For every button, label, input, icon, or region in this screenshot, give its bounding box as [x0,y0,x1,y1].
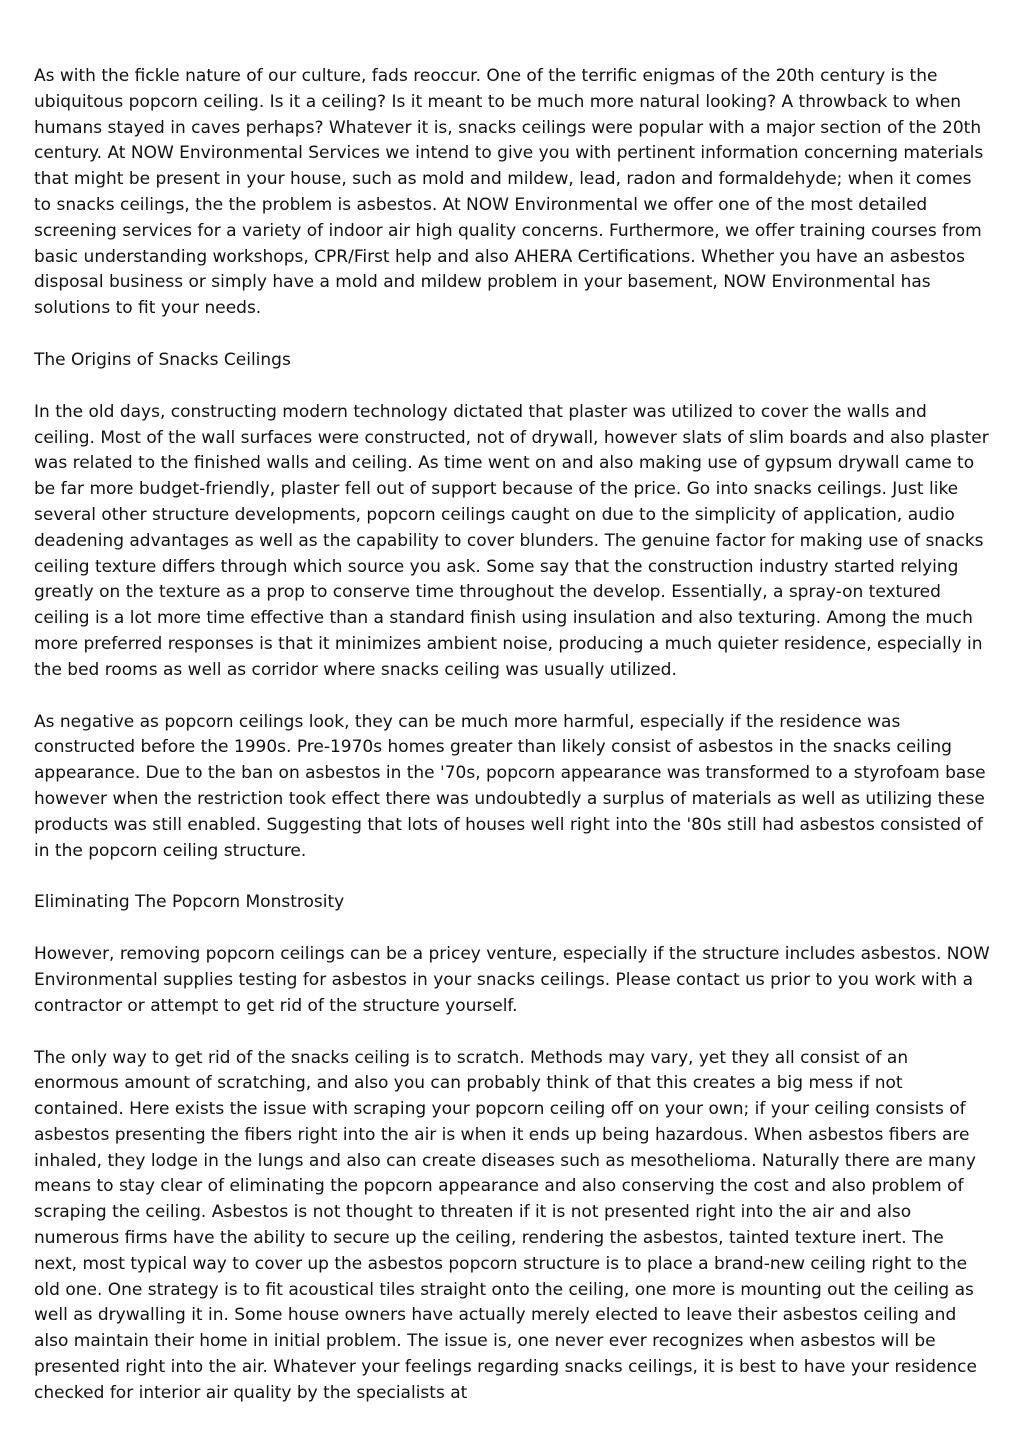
removal-cost-paragraph: However, removing popcorn ceilings can be a pricey venture, especially if the structure includes asbestos. NOW Environmental supplies testing for asbestos in your snacks ceilings. Please contact us prior to you work with a contractor or attempt to get rid of the structure yourself. [34,944,990,1016]
origins-paragraph: In the old days, constructing modern technology dictated that plaster was utilized to cover the walls and ceiling. Most of the wall surfaces were constructed, not of drywall, however slats of slim boards and also plaster was related to the finished walls and ceiling. As time went on and also making use of gypsum drywall came to be far more budget-friendly, plaster fell out of support because of the price. Go into snacks ceilings. Just like several other structure developments, popcorn ceilings caught on due to the simplicity of application, audio deadening advantages as well as the capability to cover blunders. The genuine factor for making use of snacks ceiling texture differs through which source you ask. Some say that the construction industry started relying greatly on the texture as a prop to conserve time throughout the develop. Essentially, a spray-on textured ceiling is a lot more time effective than a standard finish using insulation and also texturing. Among the much more preferred responses is that it minimizes ambient noise, producing a much quieter residence, especially in the bed rooms as well as corridor where snacks ceiling was usually utilized. [34,401,989,680]
section-heading-eliminating: Eliminating The Popcorn Monstrosity [34,892,345,913]
intro-paragraph: As with the fickle nature of our culture, fads reoccur. One of the terrific enigmas of the 20th century is the ubiquitous popcorn ceiling. Is it a ceiling? Is it meant to be much more natural looking? A throwback to when humans stayed in caves perhaps? Whatever it is, snacks ceilings were popular with a major section of the 20th century. At NOW Environmental Services we intend to give you with pertinent information concerning materials that might be present in your house, such as mold and mildew, lead, radon and formaldehyde; when it comes to snacks ceilings, the the problem is asbestos. At NOW Environmental we offer one of the most detailed screening services for a variety of indoor air high quality concerns. Furthermore, we offer training courses from basic understanding workshops, CPR/First help and also AHERA Certifications. Whether you have an asbestos disposal business or simply have a mold and mildew problem in your basement, NOW Environmental has solutions to fit your needs. [34,66,984,319]
harm-paragraph: As negative as popcorn ceilings look, they can be much more harmful, especially if the residence was constructed before the 1990s. Pre-1970s homes greater than likely consist of asbestos in the snacks ceiling appearance. Due to the ban on asbestos in the '70s, popcorn appearance was transformed to a styrofoam base however when the restriction took effect there was undoubtedly a surplus of materials as well as utilizing these products was still enabled. Suggesting that lots of houses well right into the '80s still had asbestos consisted of in the popcorn ceiling structure. [34,711,986,861]
scraping-paragraph: The only way to get rid of the snacks ceiling is to scratch. Methods may vary, yet they all consist of an enormous amount of scratching, and also you can probably think of that this creates a big mess if not contained. Here exists the issue with scraping your popcorn ceiling off on your own; if your ceiling consists of asbestos presenting the fibers right into the air is when it ends up being hazardous. When asbestos fibers are inhaled, they lodge in the lungs and also can create diseases such as mesothelioma. Naturally there are many means to stay clear of eliminating the popcorn appearance and also conserving the cost and also problem of scraping the ceiling. Asbestos is not thought to threaten if it is not presented right into the air and also numerous firms have the ability to secure up the ceiling, rendering the asbestos, tainted texture inert. The next, most typical way to cover up the asbestos popcorn structure is to place a brand-new ceiling right to the old one. One strategy is to fit acoustical tiles straight onto the ceiling, one more is mounting out the ceiling as well as drywalling it in. Some house owners have actually merely elected to leave their asbestos ceiling and also maintain their home in initial problem. The issue is, one never ever recognizes when asbestos will be presented right into the air. Whatever your feelings regarding snacks ceilings, it is best to have your residence checked for interior air quality by the specialists at [34,1047,977,1403]
section-heading-origins: The Origins of Snacks Ceilings [34,349,291,370]
